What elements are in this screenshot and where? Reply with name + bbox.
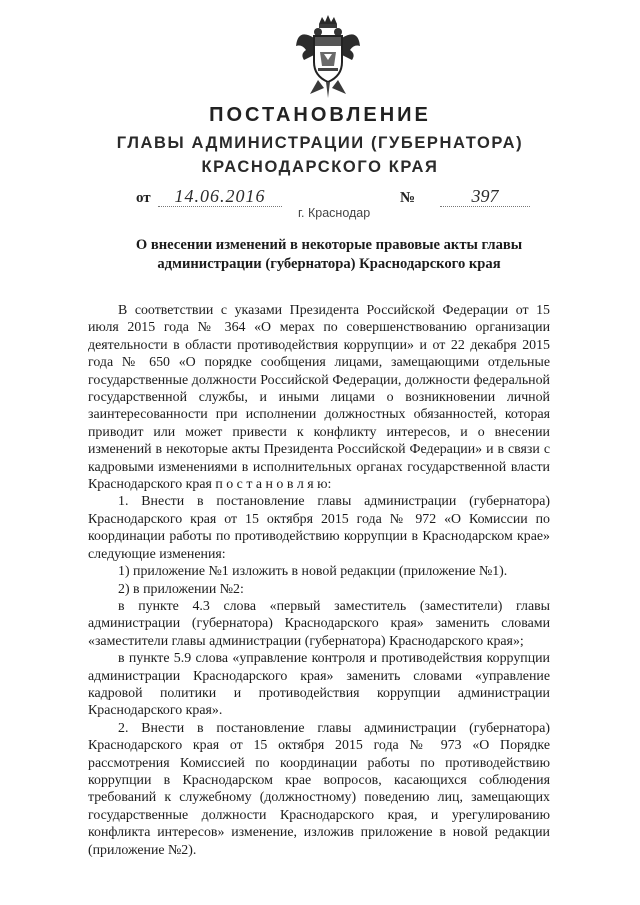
body-paragraph-7: 2. Внести в постановление главы администрации (губернатора) Краснодарского края от 15 октября 2015 года № 973 «О Порядке рассмотрения Комиссией по координации работы по противодействию коррупции в Краснодарском крае вопросов, касающихся соблюдения требований к служебному (должностному) поведению лиц, замещающих государственные должности Краснодарского края, и урегулированию конфликта интересов» изменение, изложив приложение в новой редакции (приложение №2). xyxy=(88,720,550,858)
date-label: от xyxy=(136,190,151,206)
resolution-word: п о с т а н о в л я ю: xyxy=(215,477,332,493)
date-value: 14.06.2016 xyxy=(158,186,282,207)
document-subject xyxy=(112,236,546,274)
subject-line2: администрации (губернатора) Краснодарского края xyxy=(157,256,501,272)
coat-of-arms-icon xyxy=(288,14,368,100)
document-body xyxy=(88,302,550,859)
city-name: г. Краснодар xyxy=(298,206,371,220)
body-paragraph-3: 1) приложение №1 изложить в новой редакции (приложение №1). xyxy=(118,564,508,580)
document-authority-line2: КРАСНОДАРСКОГО КРАЯ xyxy=(201,158,439,176)
body-paragraph-5: в пункте 4.3 слова «первый заместитель (заместители) главы администрации (губернатора) Краснодарского края» заменить словами «заместители главы администрации (губернатора) Краснодарского края»; xyxy=(88,598,550,649)
body-paragraph-4: 2) в приложении №2: xyxy=(118,581,244,597)
subject-line1: О внесении изменений в некоторые правовые акты главы xyxy=(135,237,523,253)
document-title: ПОСТАНОВЛЕНИЕ xyxy=(209,104,431,126)
number-label: № xyxy=(400,190,416,206)
number-value: 397 xyxy=(440,186,530,207)
body-paragraph-2: 1. Внести в постановление главы администрации (губернатора) Краснодарского края от 15 октября 2015 года № 972 «О Комиссии по координации работы по противодействию коррупции в Краснодарском крае» следующие изменения: xyxy=(88,494,550,562)
document-authority-line1: ГЛАВЫ АДМИНИСТРАЦИИ (ГУБЕРНАТОРА) xyxy=(116,134,524,152)
body-paragraph-1: В соответствии с указами Президента Российской Федерации от 15 июля 2015 года № 364 «О мерах по совершенствованию организации деятельности в области противодействия коррупции» и от 22 декабря 2015 года № 650 «О порядке сообщения лицами, замещающими отдельные государственные должности Российской Федерации, должности федеральной государственной службы, и иными лицами о возникновении личной заинтересованности при исполнении должностных обязанностей, которая приводит или может привести к конфликту интересов, и о внесении изменений в некоторые акты Президента Российской Федерации» и в связи с кадровыми изменениями в исполнительных органах государственной власти Краснодарского края п о с т а н о в л я ю: xyxy=(88,303,550,493)
body-paragraph-6: в пункте 5.9 слова «управление контроля и противодействия коррупции администрации Краснодарского края» заменить словами «управление кадровой политики и противодействия коррупции администрации Краснодарского края». xyxy=(88,651,550,719)
